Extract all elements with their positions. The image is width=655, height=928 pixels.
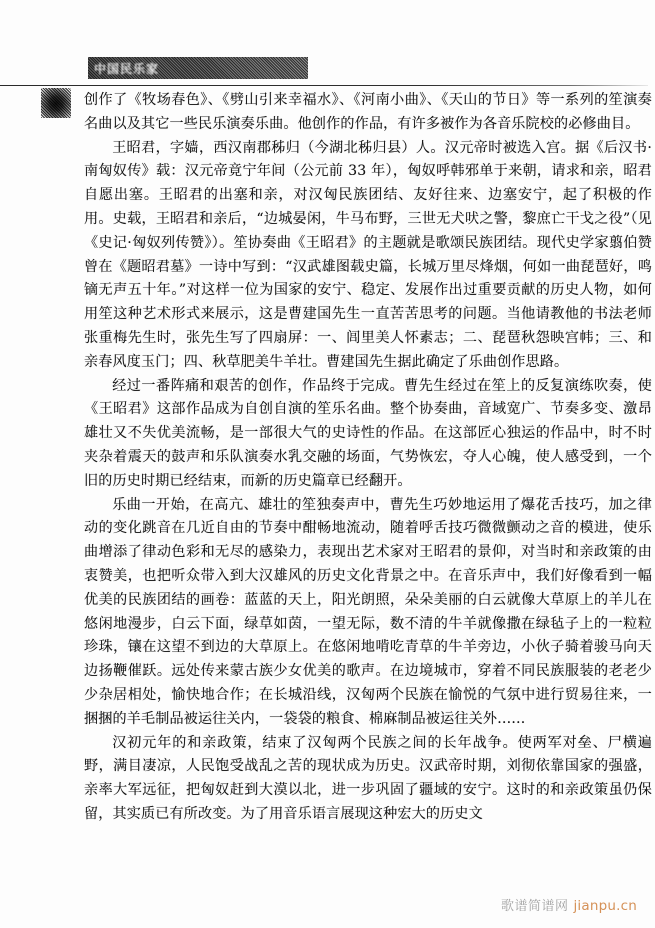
page-header-title: 中国民乐家 <box>94 62 160 76</box>
paragraph-wangzhaojun-history: 王昭君，字嫱，西汉南郡秭归（今湖北秭归县）人。汉元帝时被选入宫。据《后汉书·南匈奴传》载：汉元帝竟宁年间（公元前 33 年），匈奴呼韩邪单于来朝，请求和亲，昭君自愿出塞。王昭君的出塞和亲，对汉匈民族团结、友好往来、边塞安宁，起了积极的作用。史载，王昭君和亲后，“边城晏闲，牛马布野，三世无犬吠之警，黎庶亡干戈之役”（见《史记·匈奴列传赞》）。笙协奏曲《王昭君》的主题就是歌颂民族团结。现代史学家翦伯赞曾在《题昭君墓》一诗中写到：“汉武雄图载史篇，长城万里尽烽烟，何如一曲琵琶好，鸣镝无声五十年。”对这样一位为国家的安宁、稳定、发展作出过重要贡献的历史人物，如何用笙这种艺术形式来展示，这是曹建国先生一直苦苦思考的问题。当他请教他的书法老师张重梅先生时，张先生写了四扇屏：一、闾里美人怀素志；二、琵琶秋怨映宫帏；三、和亲春风度玉门；四、秋草肥美牛羊壮。曹建国先生据此确定了乐曲创作思路。 <box>84 139 652 370</box>
body-text-column <box>84 89 652 827</box>
paragraph-creation: 经过一番阵痛和艰苦的创作，作品终于完成。曹先生经过在笙上的反复演练吹奏，使《王昭君》这部作品成为自创自演的笙乐名曲。整个协奏曲，音域宽广、节奏多变、激昂雄壮又不失优美流畅，是一部很大气的史诗性的作品。在这部匠心独运的作品中，时不时夹杂着震天的鼓声和乐队演奏水乳交融的场面，气势恢宏，夺人心魄，使人感受到，一个旧的历史时期已经结束，而新的历史篇章已经翻开。 <box>84 377 652 489</box>
header-divider-rule <box>0 85 648 86</box>
ink-blot-ornament-icon <box>41 88 71 118</box>
watermark-site-name: 歌谱简谱网 <box>500 899 569 914</box>
watermark-url: jianpu.cn <box>573 898 637 914</box>
site-watermark <box>501 895 637 914</box>
paragraph-heqin-policy: 汉初元年的和亲政策，结束了汉匈两个民族之间的长年战争。使两军对垒、尸横遍野，满目凄凉，人民饱受战乱之苦的现状成为历史。汉武帝时期，刘彻依靠国家的强盛，亲率大军远征，把匈奴赶到大漠以北，进一步巩固了疆域的安宁。这时的和亲政策虽仍保留，其实质已有所改变。为了用音乐语言展现这种宏大的历史文 <box>84 734 652 822</box>
paragraph-works: 创作了《牧场春色》、《劈山引来幸福水》、《河南小曲》、《天山的节日》等一系列的笙演奏名曲以及其它一些民乐演奏乐曲。他创作的作品，有许多被作为各音乐院校的必修曲目。 <box>84 92 652 132</box>
paragraph-music-description: 乐曲一开始，在高亢、雄壮的笙独奏声中，曹先生巧妙地运用了爆花舌技巧，加之律动的变化跳音在几近自由的节奏中酣畅地流动，随着呼舌技巧微微颤动之音的模进，使乐曲增添了律动色彩和无尽的感染力，表现出艺术家对王昭君的景仰，对当时和亲政策的由衷赞美，也把听众带入到大汉雄风的历史文化背景之中。在音乐声中，我们好像看到一幅优美的民族团结的画卷：蓝蓝的天上，阳光朗照，朵朵美丽的白云就像大草原上的羊儿在悠闲地漫步，白云下面，绿草如茵，一望无际，数不清的牛羊就像撒在绿毡子上的一粒粒珍珠，镶在这望不到边的大草原上。在悠闲地啃吃青草的牛羊旁边，小伙子骑着骏马向天边扬鞭催跃。远处传来蒙古族少女优美的歌声。在边境城市，穿着不同民族服装的老老少少杂居相处，愉快地合作；在长城沿线，汉匈两个民族在愉悦的气氛中进行贸易往来，一捆捆的羊毛制品被运往关内，一袋袋的粮食、棉麻制品被运往关外…… <box>84 496 652 727</box>
page-header-band <box>88 57 308 79</box>
